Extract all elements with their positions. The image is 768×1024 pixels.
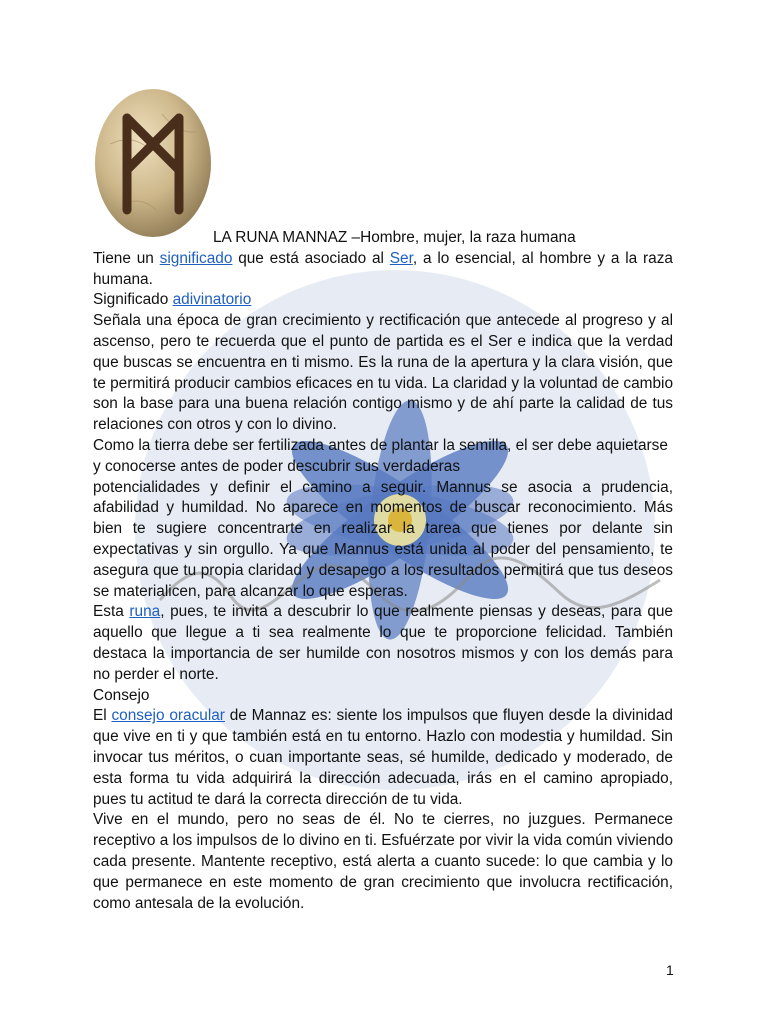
link-significado[interactable]: significado [159,249,233,267]
text-span: El [93,707,112,725]
section-heading-significado [93,290,673,311]
paragraph-intro [93,249,673,291]
mannaz-rune-stone-icon [92,84,214,242]
page-title: LA RUNA MANNAZ –Hombre, mujer, la raza humana [213,229,576,246]
paragraph-runa [93,602,673,685]
section-heading-consejo: Consejo [93,686,150,704]
link-consejo-oracular[interactable]: consejo oracular [111,707,225,725]
text-span: de Mannaz es: siente los impulsos que fluyen desde la divinidad que vive en ti y que también está en tu entorno. Hazlo con modestia y humildad. Sin invocar tus méritos, o cuan importante seas, sé humilde, dedicado y moderado, de esta forma tu vida adquirirá la dirección adecuada, irás en el camino apropiado, pues tu actitud te dará la correcta dirección de tu vida. [93,707,673,808]
text-span: Significado [93,291,173,309]
link-runa[interactable]: runa [129,603,161,621]
link-ser[interactable]: Ser [389,249,413,267]
paragraph-tierra-rest: potencialidades y definir el camino a seguir. Mannus se asocia a prudencia, afabilidad y humildad. No aparece en momentos de buscar reconocimiento. Más bien te sugiere concentrarte en realizar la tarea que tienes por delante sin expectativas y sin orgullo. Ya que Mannus está unida al poder del pensamiento, te asegura que tu propia claridad y desapego a los resultados permitirá que tus deseos se materialicen, para alcanzar lo que esperas. [93,478,673,600]
paragraph-tierra-start: Como la tierra debe ser fertilizada antes de plantar la semilla, el ser debe aquietarse y conocerse antes de poder descubrir sus verdaderas [93,436,668,475]
paragraph-consejo [93,706,673,810]
page-number: 1 [666,962,674,978]
text-span: , a lo esencial, al hombre y a la raza humana. [93,249,673,288]
paragraph-meaning: Señala una época de gran crecimiento y rectificación que antecede al progreso y al ascenso, pero te recuerda que el punto de partida es el Ser e indica que la verdad que buscas se encuentra en ti mismo. Es la runa de la apertura y la clara visión, que te permitirá producir cambios eficaces en tu vida. La claridad y la voluntad de cambio son la base para una buena relación contigo mismo y de ahí parte la calidad de tus relaciones con otros y con lo divino. [93,312,674,434]
text-span: que está asociado al [232,249,390,267]
paragraph-vive: Vive en el mundo, pero no seas de él. No te cierres, no juzgues. Permanece receptivo a los impulsos de lo divino en ti. Esfuérzate por vivir la vida común viviendo cada presente. Mantente receptivo, está alerta a cuanto sucede: lo que cambia y lo que permanece en este momento de gran crecimiento que involucra rectificación, como antesala de la evolución. [93,811,673,912]
text-span: , pues, te invita a descubrir lo que realmente piensas y deseas, para que aquello que llegue a ti sea realmente lo que te proporcione felicidad. También destaca la importancia de ser humilde con nosotros mismos y con los demás para no perder el norte. [93,603,673,683]
text-span: Esta [93,603,130,621]
document-body [93,228,673,914]
link-adivinatorio[interactable]: adivinatorio [172,291,252,309]
text-span: Tiene un [93,249,160,267]
